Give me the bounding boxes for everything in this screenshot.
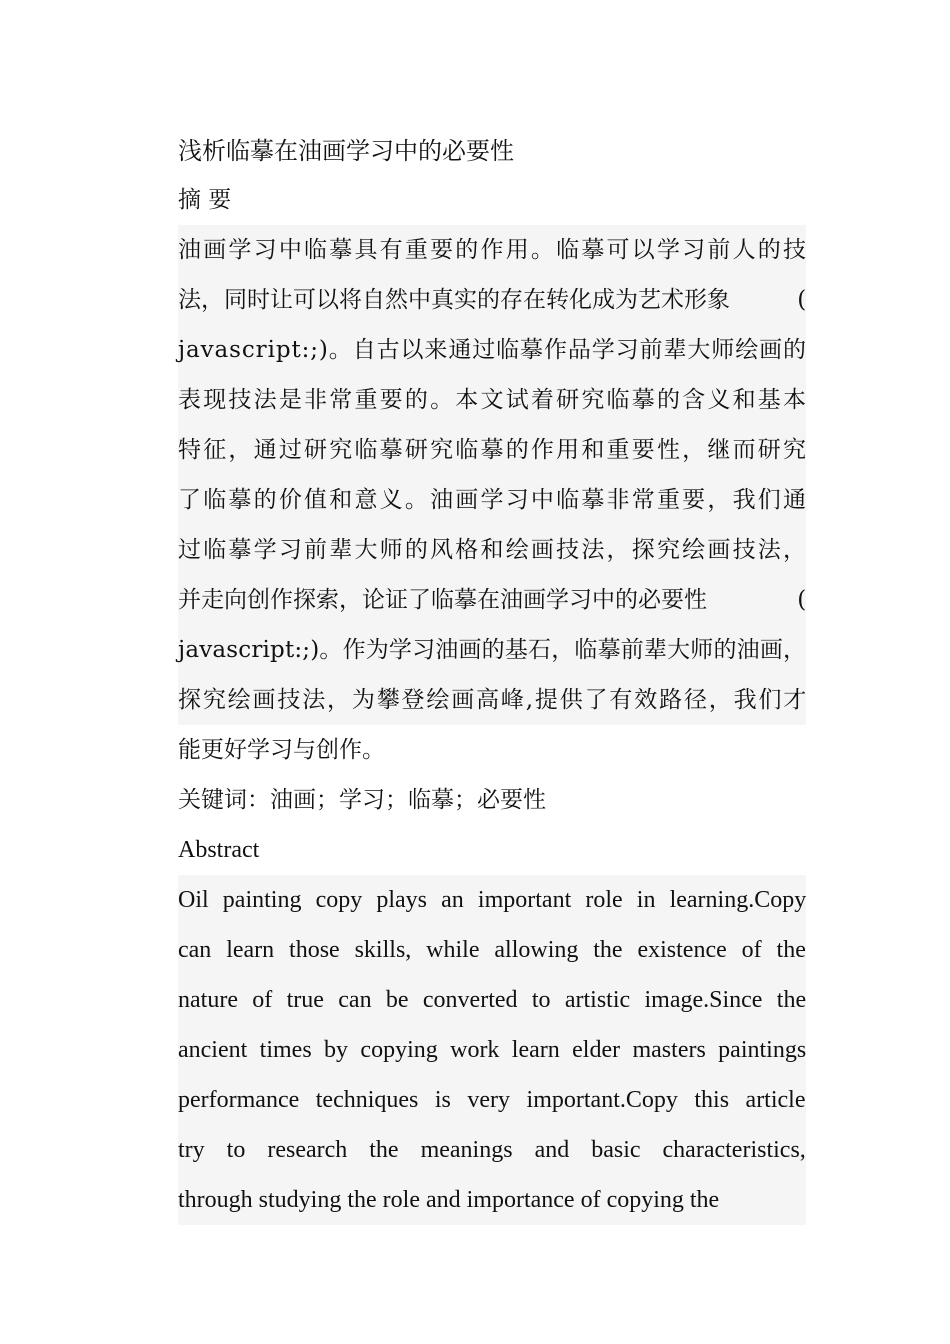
keywords-line: 关键词：油画；学习；临摹；必要性 — [178, 787, 546, 813]
abstract-cn-line: 油画学习中临摹具有重要的作用。临摹可以学习前人的技 — [178, 225, 806, 275]
abstract-en-line: through studying the role and importance of copying the — [178, 1175, 806, 1225]
abstract-en-line: Oil painting copy plays an important role in learning.Copy — [178, 875, 806, 925]
abstract-cn-line: 探究绘画技法，为攀登绘画高峰,提供了有效路径，我们才 — [178, 675, 806, 725]
abstract-en-line: nature of true can be converted to artistic image.Since the — [178, 975, 806, 1025]
abstract-cn-line: javascript:;)。自古以来通过临摹作品学习前辈大师绘画的 — [178, 325, 806, 375]
abstract-cn-line: 特征，通过研究临摹研究临摹的作用和重要性，继而研究 — [178, 425, 806, 475]
abstract-en-body — [178, 875, 806, 1225]
abstract-en-line: performance techniques is very important.Copy this article — [178, 1075, 806, 1125]
abstract-cn-line: 表现技法是非常重要的。本文试着研究临摹的含义和基本 — [178, 375, 806, 425]
abstract-en-heading: Abstract — [178, 837, 260, 863]
abstract-cn-line: 并走向创作探索，论证了临摹在油画学习中的必要性 ( — [178, 575, 806, 625]
document-page — [178, 127, 809, 1225]
abstract-cn-line: 了临摹的价值和意义。油画学习中临摹非常重要，我们通 — [178, 475, 806, 525]
abstract-cn-line: javascript:;)。作为学习油画的基石，临摹前辈大师的油画， — [178, 625, 806, 675]
abstract-cn-line: 过临摹学习前辈大师的风格和绘画技法，探究绘画技法， — [178, 525, 806, 575]
document-title: 浅析临摹在油画学习中的必要性 — [178, 137, 514, 165]
abstract-cn-heading: 摘 要 — [178, 187, 232, 213]
abstract-en-line: can learn those skills, while allowing the existence of the — [178, 925, 806, 975]
abstract-cn-line: 能更好学习与创作。 — [178, 737, 385, 763]
abstract-en-line: try to research the meanings and basic characteristics, — [178, 1125, 806, 1175]
abstract-cn-body — [178, 225, 809, 775]
abstract-en-line: ancient times by copying work learn elder masters paintings — [178, 1025, 806, 1075]
abstract-cn-line: 法，同时让可以将自然中真实的存在转化成为艺术形象 ( — [178, 275, 806, 325]
